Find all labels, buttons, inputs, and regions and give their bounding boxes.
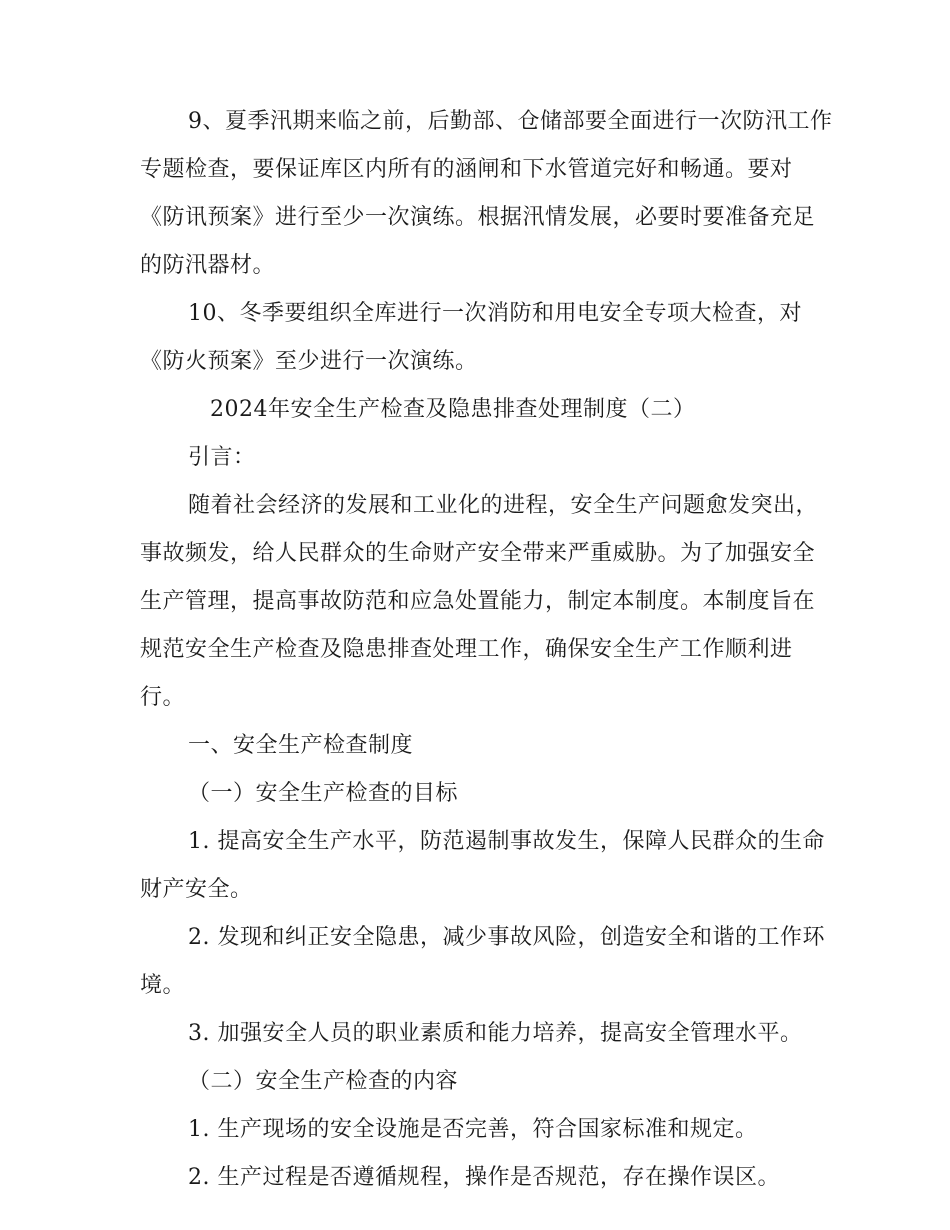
paragraph-line: 事故频发，给人民群众的生命财产安全带来严重威胁。为了加强安全 xyxy=(140,541,816,566)
paragraph-line: 9、夏季汛期来临之前，后勤部、仓储部要全面进行一次防汛工作 xyxy=(188,109,833,134)
list-item: 2. 发现和纠正安全隐患，减少事故风险，创造安全和谐的工作环 xyxy=(188,925,825,950)
paragraph-line: 《防讯预案》进行至少一次演练。根据汛情发展，必要时要准备充足 xyxy=(140,205,816,230)
list-item: 3. 加强安全人员的职业素质和能力培养，提高安全管理水平。 xyxy=(188,1021,803,1046)
section-heading: 一、安全生产检查制度 xyxy=(188,733,414,758)
subsection-heading: （一）安全生产检查的目标 xyxy=(188,781,459,806)
paragraph-line: 的防汛器材。 xyxy=(140,253,276,278)
paragraph-line: 专题检查，要保证库区内所有的涵闸和下水管道完好和畅通。要对 xyxy=(140,157,793,182)
subsection-heading: （二）安全生产检查的内容 xyxy=(188,1069,459,1094)
list-item: 1. 生产现场的安全设施是否完善，符合国家标准和规定。 xyxy=(188,1117,758,1142)
paragraph-line: 10、冬季要组织全库进行一次消防和用电安全专项大检查，对 xyxy=(188,301,802,326)
paragraph-line: 《防火预案》至少进行一次演练。 xyxy=(140,349,478,374)
list-item-continuation: 境。 xyxy=(140,973,186,998)
paragraph-line: 生产管理，提高事故防范和应急处置能力，制定本制度。本制度旨在 xyxy=(140,589,816,614)
list-item: 2. 生产过程是否遵循规程，操作是否规范，存在操作误区。 xyxy=(188,1165,780,1190)
paragraph-line: 行。 xyxy=(140,685,186,710)
section-title: 2024年安全生产检查及隐患排查处理制度（二） xyxy=(210,397,696,422)
paragraph-line: 随着社会经济的发展和工业化的进程，安全生产问题愈发突出， xyxy=(188,493,819,518)
list-item-continuation: 财产安全。 xyxy=(140,877,253,902)
list-item: 1. 提高安全生产水平，防范遏制事故发生，保障人民群众的生命 xyxy=(188,829,825,854)
paragraph-line: 规范安全生产检查及隐患排查处理工作，确保安全生产工作顺利进 xyxy=(140,637,793,662)
intro-heading: 引言： xyxy=(188,445,256,470)
